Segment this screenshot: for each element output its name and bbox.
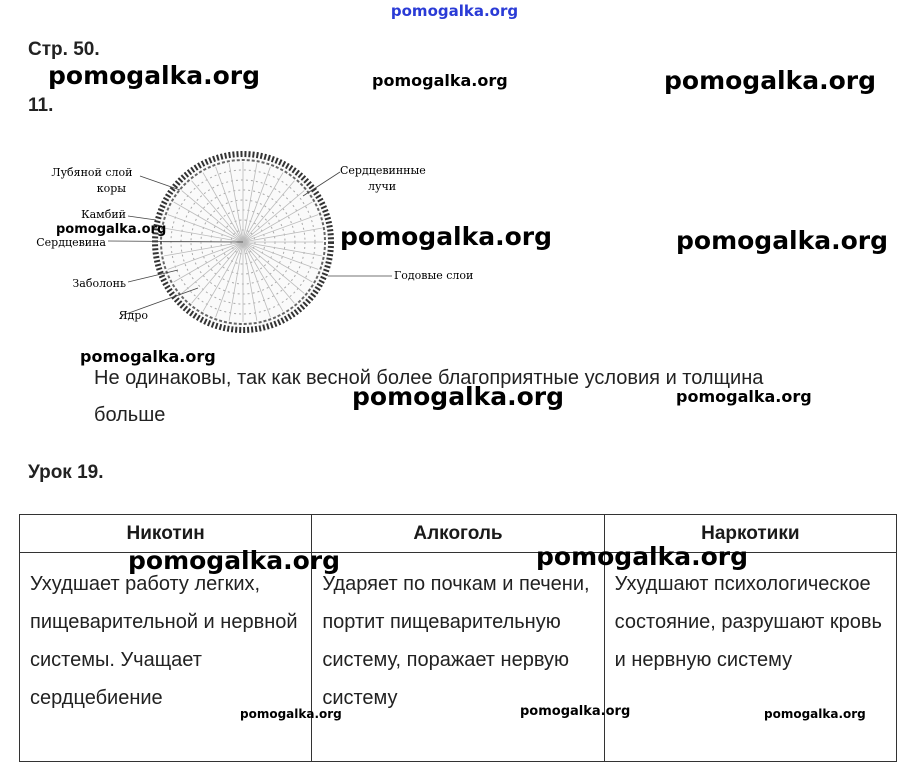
watermark: pomogalka.org: [80, 347, 216, 366]
watermark: pomogalka.org: [48, 61, 261, 90]
label-annual-rings: Годовые слои: [394, 269, 474, 282]
watermark: pomogalka.org: [664, 66, 877, 95]
column-header-drugs: Наркотики: [604, 515, 896, 553]
watermark: pomogalka.org: [56, 222, 167, 237]
label-phloem: Лубяной слой коры: [51, 166, 133, 195]
watermark: pomogalka.org: [372, 71, 508, 90]
label-cambium: Камбий: [81, 208, 126, 221]
answer-line-1: Не одинаковы, так как весной более благоприятные условия и толщина: [94, 367, 764, 389]
watermark: pomogalka.org: [676, 226, 889, 255]
cell-drugs-effects: Ухудшают психологическое состояние, разрушают кровь и нервную систему: [604, 553, 896, 762]
watermark: pomogalka.org: [352, 382, 565, 411]
column-header-nicotine: Никотин: [20, 515, 312, 553]
label-pith: Сердцевина: [36, 236, 106, 249]
answer-line-2: больше: [94, 404, 166, 426]
column-header-alcohol: Алкоголь: [312, 515, 604, 553]
watermark: pomogalka.org: [340, 222, 553, 251]
cell-alcohol-effects: Ударяет по почкам и печени, портит пищеварительную систему, поражает нервую систему: [312, 553, 604, 762]
watermark: pomogalka.org: [764, 707, 866, 721]
watermark: pomogalka.org: [240, 707, 342, 721]
header-watermark: pomogalka.org: [390, 2, 519, 20]
watermark: pomogalka.org: [676, 387, 812, 406]
cell-nicotine-effects: Ухудшает работу легких, пищеварительной и нервной системы. Учащает сердцебиение: [20, 553, 312, 762]
watermark: pomogalka.org: [536, 542, 749, 571]
watermark: pomogalka.org: [128, 546, 341, 575]
task-number: 11.: [28, 95, 54, 116]
label-heartwood: Ядро: [118, 309, 148, 322]
label-medullary-rays: Сердцевинные лучи: [340, 164, 426, 193]
table-row: [20, 553, 897, 762]
watermark: pomogalka.org: [520, 704, 631, 719]
lesson-heading: Урок 19.: [28, 462, 104, 483]
label-sapwood: Заболонь: [72, 277, 126, 290]
page-heading: Стр. 50.: [28, 39, 100, 60]
